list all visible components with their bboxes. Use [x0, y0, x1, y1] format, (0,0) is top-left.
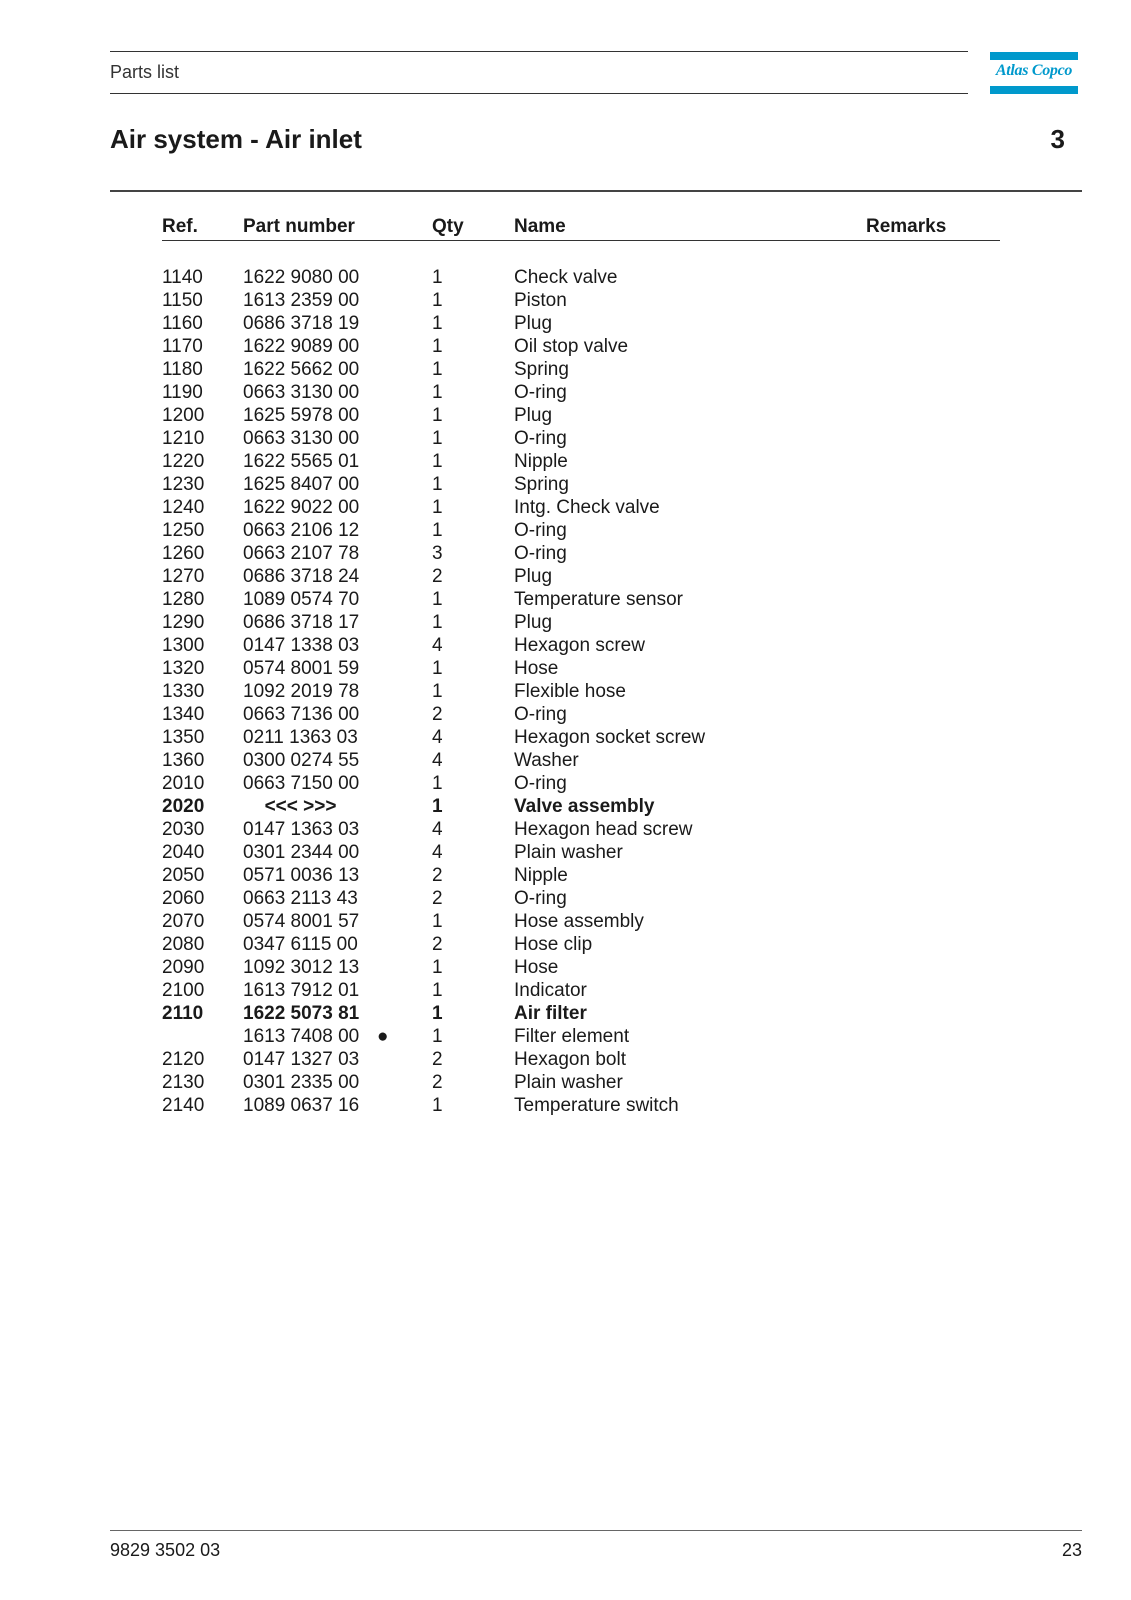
cell-ref: 2060 [162, 888, 205, 909]
cell-qty: 1 [432, 980, 443, 1001]
cell-name: O-ring [514, 704, 567, 725]
cell-name: Hexagon head screw [514, 819, 693, 840]
cell-part-number: 0301 2335 00 [243, 1072, 360, 1093]
cell-ref: 2140 [162, 1095, 205, 1116]
cell-ref: 1230 [162, 474, 205, 495]
cell-qty: 1 [432, 1095, 443, 1116]
cell-qty: 1 [432, 612, 443, 633]
table-row [0, 473, 1131, 496]
cell-part-number: 1622 5565 01 [243, 451, 360, 472]
logo-text: Atlas Copco [995, 62, 1073, 79]
cell-ref: 2120 [162, 1049, 205, 1070]
table-row [0, 910, 1131, 933]
cell-ref: 1330 [162, 681, 205, 702]
column-header-part-number: Part number [243, 216, 355, 237]
cell-qty: 1 [432, 290, 443, 311]
cell-name: Hose [514, 957, 559, 978]
column-header-ref: Ref. [162, 216, 198, 237]
table-row [0, 680, 1131, 703]
cell-qty: 1 [432, 474, 443, 495]
cell-part-number: 0347 6115 00 [243, 934, 358, 955]
cell-qty: 1 [432, 313, 443, 334]
cell-qty: 1 [432, 1003, 443, 1024]
cell-name: O-ring [514, 520, 567, 541]
cell-qty: 1 [432, 773, 443, 794]
cell-part-number: 1089 0637 16 [243, 1095, 360, 1116]
cell-part-number: 0300 0274 55 [243, 750, 360, 771]
cell-qty: 1 [432, 796, 443, 817]
cell-qty: 2 [432, 1049, 443, 1070]
cell-ref: 2090 [162, 957, 205, 978]
table-row [0, 795, 1131, 818]
table-row [0, 519, 1131, 542]
table-row [0, 1025, 1131, 1048]
cell-part-number: 1622 9022 00 [243, 497, 360, 518]
cell-part-number: 1613 2359 00 [243, 290, 360, 311]
cell-part-number: 0686 3718 17 [243, 612, 360, 633]
cell-name: O-ring [514, 428, 567, 449]
cell-qty: 4 [432, 635, 443, 656]
table-row [0, 565, 1131, 588]
cell-qty: 4 [432, 750, 443, 771]
cell-qty: 1 [432, 589, 443, 610]
table-row [0, 381, 1131, 404]
cell-name: Hose clip [514, 934, 593, 955]
table-row [0, 1048, 1131, 1071]
section-number: 3 [1050, 124, 1065, 154]
cell-qty: 1 [432, 1026, 443, 1047]
cell-ref: 2030 [162, 819, 205, 840]
cell-qty: 3 [432, 543, 443, 564]
cell-ref: 1270 [162, 566, 205, 587]
table-row [0, 979, 1131, 1002]
cell-name: Flexible hose [514, 681, 626, 702]
table-row [0, 956, 1131, 979]
cell-qty: 1 [432, 382, 443, 403]
table-row [0, 772, 1131, 795]
table-row [0, 289, 1131, 312]
table-row [0, 703, 1131, 726]
cell-name: Hose assembly [514, 911, 644, 932]
cell-ref: 2100 [162, 980, 205, 1001]
cell-name: Nipple [514, 451, 568, 472]
table-row [0, 1094, 1131, 1117]
table-row [0, 611, 1131, 634]
cell-qty: 2 [432, 566, 443, 587]
table-row [0, 358, 1131, 381]
cell-ref: 2070 [162, 911, 205, 932]
cell-name: Valve assembly [514, 796, 655, 817]
cell-bullet: ● [377, 1026, 389, 1047]
cell-name: O-ring [514, 773, 567, 794]
cell-part-number: 1622 9089 00 [243, 336, 360, 357]
cell-part-number: 0147 1363 03 [243, 819, 360, 840]
cell-part-number: 0686 3718 24 [243, 566, 360, 587]
cell-name: Washer [514, 750, 579, 771]
atlas-copco-logo [990, 52, 1078, 94]
table-row [0, 427, 1131, 450]
cell-name: Hose [514, 658, 559, 679]
cell-part-number: 0663 2113 43 [243, 888, 358, 909]
table-row [0, 1002, 1131, 1025]
cell-qty: 1 [432, 497, 443, 518]
cell-qty: 2 [432, 1072, 443, 1093]
parts-table-body [0, 266, 1131, 1117]
column-header-name: Name [514, 216, 566, 237]
cell-name: O-ring [514, 888, 567, 909]
cell-part-number: 0663 2106 12 [243, 520, 360, 541]
cell-part-number: 1622 5662 00 [243, 359, 360, 380]
cell-ref: 1340 [162, 704, 205, 725]
document-number: 9829 3502 03 [110, 1540, 221, 1560]
table-row [0, 657, 1131, 680]
cell-ref: 1150 [162, 290, 203, 311]
cell-ref: 1250 [162, 520, 205, 541]
table-row [0, 1071, 1131, 1094]
cell-ref: 2020 [162, 796, 205, 817]
cell-qty: 1 [432, 336, 443, 357]
cell-name: Check valve [514, 267, 618, 288]
cell-name: Hexagon screw [514, 635, 645, 656]
cell-part-number: 1613 7912 01 [243, 980, 360, 1001]
logo-bar-top [990, 52, 1078, 60]
cell-qty: 1 [432, 428, 443, 449]
cell-ref: 1170 [162, 336, 203, 357]
cell-ref: 1210 [162, 428, 205, 449]
column-header-remarks: Remarks [866, 216, 947, 237]
footer-rule [110, 1530, 1082, 1531]
table-row [0, 404, 1131, 427]
cell-part-number: 1613 7408 00 [243, 1026, 360, 1047]
cell-part-number: 0663 7150 00 [243, 773, 360, 794]
cell-name: Temperature sensor [514, 589, 683, 610]
cell-name: Plain washer [514, 1072, 623, 1093]
table-header [0, 216, 1131, 240]
cell-qty: 1 [432, 520, 443, 541]
cell-ref: 1260 [162, 543, 205, 564]
table-row [0, 933, 1131, 956]
cell-name: Temperature switch [514, 1095, 679, 1116]
table-row [0, 496, 1131, 519]
table-row [0, 335, 1131, 358]
cell-qty: 1 [432, 658, 443, 679]
table-row [0, 450, 1131, 473]
table-header-rule [162, 240, 1000, 241]
table-row [0, 634, 1131, 657]
table-row [0, 588, 1131, 611]
cell-ref: 1320 [162, 658, 205, 679]
cell-part-number: 0147 1327 03 [243, 1049, 360, 1070]
cell-qty: 1 [432, 957, 443, 978]
table-row [0, 266, 1131, 289]
cell-ref: 1280 [162, 589, 205, 610]
cell-name: Piston [514, 290, 567, 311]
cell-ref: 1240 [162, 497, 205, 518]
cell-part-number: 1622 9080 00 [243, 267, 360, 288]
table-row [0, 841, 1131, 864]
cell-name: Plug [514, 612, 553, 633]
cell-name: Hexagon socket screw [514, 727, 706, 748]
cell-name: Intg. Check valve [514, 497, 660, 518]
cell-name: Plain washer [514, 842, 623, 863]
cell-name: Indicator [514, 980, 587, 1001]
cell-name: Hexagon bolt [514, 1049, 626, 1070]
cell-name: Filter element [514, 1026, 630, 1047]
cell-name: Nipple [514, 865, 568, 886]
cell-ref: 2040 [162, 842, 205, 863]
cell-part-number: 0211 1363 03 [243, 727, 358, 748]
cell-qty: 1 [432, 359, 443, 380]
cell-part-number: 1092 2019 78 [243, 681, 360, 702]
cell-name: Spring [514, 474, 569, 495]
cell-part-number: 0571 0036 13 [243, 865, 360, 886]
table-row [0, 312, 1131, 335]
cell-ref: 1360 [162, 750, 205, 771]
cell-ref: 1350 [162, 727, 205, 748]
cell-part-number: 0147 1338 03 [243, 635, 360, 656]
cell-name: Plug [514, 405, 553, 426]
cell-ref: 1200 [162, 405, 205, 426]
cell-ref: 1180 [162, 359, 203, 380]
cell-ref: 1290 [162, 612, 205, 633]
column-header-qty: Qty [432, 216, 464, 237]
cell-name: Oil stop valve [514, 336, 629, 357]
page-title: Air system - Air inlet [110, 124, 362, 154]
cell-name: Air filter [514, 1003, 587, 1024]
cell-name: O-ring [514, 543, 567, 564]
cell-qty: 1 [432, 681, 443, 702]
title-rule [110, 190, 1082, 192]
header-rule-bottom [110, 93, 968, 94]
cell-ref: 1220 [162, 451, 205, 472]
cell-qty: 2 [432, 934, 443, 955]
cell-ref: 2130 [162, 1072, 205, 1093]
cell-qty: 1 [432, 405, 443, 426]
cell-part-number: 0663 3130 00 [243, 428, 360, 449]
cell-ref: 2110 [162, 1003, 204, 1024]
cell-qty: 4 [432, 819, 443, 840]
table-row [0, 542, 1131, 565]
cell-part-number: 1625 8407 00 [243, 474, 360, 495]
cell-qty: 4 [432, 727, 443, 748]
cell-part-number: 0574 8001 57 [243, 911, 360, 932]
cell-qty: 1 [432, 451, 443, 472]
cell-qty: 4 [432, 842, 443, 863]
cell-name: Spring [514, 359, 569, 380]
header-rule-top [110, 51, 968, 52]
cell-part-number: <<< >>> [264, 796, 337, 817]
table-row [0, 818, 1131, 841]
cell-part-number: 1089 0574 70 [243, 589, 360, 610]
cell-part-number: 1092 3012 13 [243, 957, 360, 978]
cell-name: Plug [514, 566, 553, 587]
logo-bar-bottom [990, 86, 1078, 94]
cell-ref: 2080 [162, 934, 205, 955]
cell-part-number: 1625 5978 00 [243, 405, 360, 426]
cell-part-number: 0663 3130 00 [243, 382, 360, 403]
table-row [0, 887, 1131, 910]
cell-ref: 1300 [162, 635, 205, 656]
cell-qty: 2 [432, 704, 443, 725]
cell-qty: 2 [432, 888, 443, 909]
cell-ref: 2050 [162, 865, 205, 886]
cell-part-number: 0663 7136 00 [243, 704, 360, 725]
page-number: 23 [1061, 1540, 1082, 1560]
table-row [0, 864, 1131, 887]
table-row [0, 749, 1131, 772]
table-row [0, 726, 1131, 749]
cell-qty: 1 [432, 267, 443, 288]
cell-part-number: 1622 5073 81 [243, 1003, 360, 1024]
cell-qty: 2 [432, 865, 443, 886]
cell-part-number: 0301 2344 00 [243, 842, 360, 863]
cell-ref: 1140 [162, 267, 203, 288]
cell-name: O-ring [514, 382, 567, 403]
header-label: Parts list [110, 62, 180, 82]
cell-name: Plug [514, 313, 553, 334]
cell-qty: 1 [432, 911, 443, 932]
cell-ref: 2010 [162, 773, 205, 794]
cell-part-number: 0663 2107 78 [243, 543, 360, 564]
cell-ref: 1160 [162, 313, 203, 334]
cell-part-number: 0686 3718 19 [243, 313, 360, 334]
cell-ref: 1190 [162, 382, 203, 403]
cell-part-number: 0574 8001 59 [243, 658, 360, 679]
